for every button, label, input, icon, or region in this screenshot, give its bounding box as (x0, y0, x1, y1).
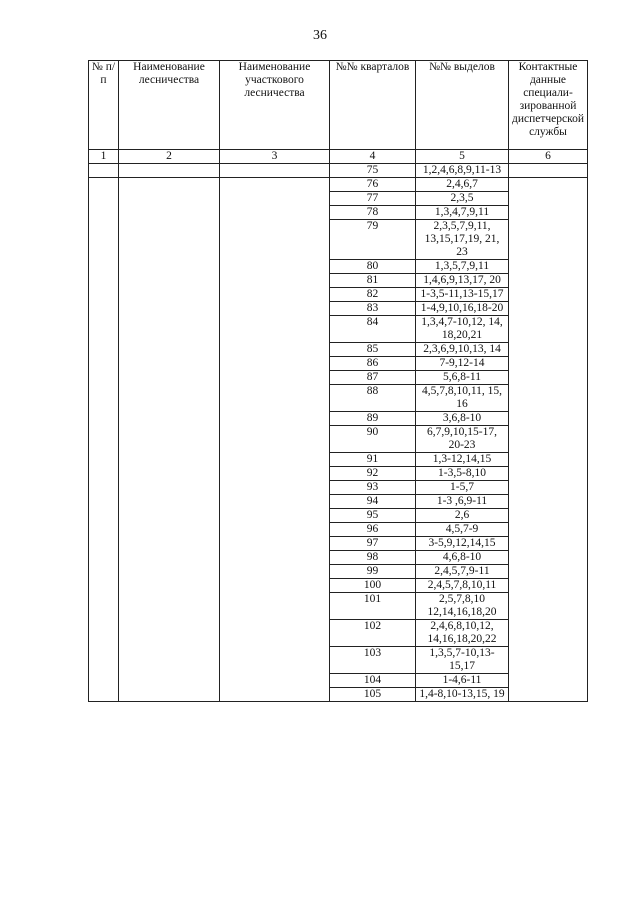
plot-numbers-cell: 2,3,6,9,10,13, 14 (416, 343, 509, 357)
column-number: 2 (119, 150, 220, 164)
quarter-number-cell: 90 (330, 426, 416, 453)
quarter-number-cell: 105 (330, 688, 416, 702)
quarter-number-cell: 88 (330, 385, 416, 412)
plot-numbers-cell: 1,3,5,7-10,13-15,17 (416, 647, 509, 674)
column-number: 3 (220, 150, 330, 164)
quarter-number-cell: 89 (330, 412, 416, 426)
plot-numbers-cell: 1,3,4,7,9,11 (416, 206, 509, 220)
plot-numbers-cell: 1-4,9,10,16,18-20 (416, 302, 509, 316)
quarter-number-cell: 83 (330, 302, 416, 316)
quarter-number-cell: 104 (330, 674, 416, 688)
quarter-number-cell: 92 (330, 467, 416, 481)
plot-numbers-cell: 2,4,5,7,8,10,11 (416, 579, 509, 593)
quarter-number-cell: 102 (330, 620, 416, 647)
plot-numbers-cell: 6,7,9,10,15-17, 20-23 (416, 426, 509, 453)
quarter-number-cell: 100 (330, 579, 416, 593)
quarter-number-cell: 101 (330, 593, 416, 620)
header-quarter-numbers: №№ кварталов (330, 61, 416, 150)
district-forestry-cell (220, 164, 330, 178)
quarter-number-cell: 86 (330, 357, 416, 371)
table-row (89, 178, 588, 192)
plot-numbers-cell: 1,3,5,7,9,11 (416, 260, 509, 274)
header-forestry-name: Наименование лесничества (119, 61, 220, 150)
forestry-cell (119, 164, 220, 178)
plot-numbers-cell: 1-5,7 (416, 481, 509, 495)
dispatch-contacts-cell (509, 178, 588, 702)
plot-numbers-cell: 1,4,6,9,13,17, 20 (416, 274, 509, 288)
table-body (89, 164, 588, 702)
item-number-cell (89, 164, 119, 178)
quarter-number-cell: 99 (330, 565, 416, 579)
quarter-number-cell: 98 (330, 551, 416, 565)
quarter-number-cell: 76 (330, 178, 416, 192)
plot-numbers-cell: 2,6 (416, 509, 509, 523)
quarter-number-cell: 91 (330, 453, 416, 467)
plot-numbers-cell: 3-5,9,12,14,15 (416, 537, 509, 551)
header-item-number: № п/п (89, 61, 119, 150)
quarter-number-cell: 96 (330, 523, 416, 537)
plot-numbers-cell: 3,6,8-10 (416, 412, 509, 426)
plot-numbers-cell: 1,3,4,7-10,12, 14, 18,20,21 (416, 316, 509, 343)
header-row (89, 61, 588, 150)
column-number: 6 (509, 150, 588, 164)
quarter-number-cell: 79 (330, 220, 416, 260)
quarter-number-cell: 85 (330, 343, 416, 357)
quarter-number-cell: 95 (330, 509, 416, 523)
column-number: 4 (330, 150, 416, 164)
quarter-number-cell: 78 (330, 206, 416, 220)
quarter-number-cell: 75 (330, 164, 416, 178)
header-plot-numbers: №№ выделов (416, 61, 509, 150)
forestry-cell (119, 178, 220, 702)
quarter-number-cell: 77 (330, 192, 416, 206)
plot-numbers-cell: 5,6,8-11 (416, 371, 509, 385)
plot-numbers-cell: 4,5,7-9 (416, 523, 509, 537)
plot-numbers-cell: 2,5,7,8,10 12,14,16,18,20 (416, 593, 509, 620)
header-district-forestry-name: Наименование участкового лесничества (220, 61, 330, 150)
quarter-number-cell: 81 (330, 274, 416, 288)
table-row (89, 164, 588, 178)
plot-numbers-cell: 4,5,7,8,10,11, 15, 16 (416, 385, 509, 412)
plot-numbers-cell: 1-3,5-11,13-15,17 (416, 288, 509, 302)
page-number: 36 (313, 28, 327, 43)
plot-numbers-cell: 1-3 ,6,9-11 (416, 495, 509, 509)
plot-numbers-cell: 1,3-12,14,15 (416, 453, 509, 467)
item-number-cell (89, 178, 119, 702)
column-number: 1 (89, 150, 119, 164)
header-dispatch-contacts: Контактные данные специали-зированной диспетчерской службы (509, 61, 588, 150)
plot-numbers-cell: 2,4,5,7,9-11 (416, 565, 509, 579)
forest-plots-table (88, 60, 588, 702)
quarter-number-cell: 87 (330, 371, 416, 385)
plot-numbers-cell: 1-3,5-8,10 (416, 467, 509, 481)
column-number: 5 (416, 150, 509, 164)
quarter-number-cell: 97 (330, 537, 416, 551)
district-forestry-cell (220, 178, 330, 702)
quarter-number-cell: 84 (330, 316, 416, 343)
dispatch-contacts-cell (509, 164, 588, 178)
plot-numbers-cell: 1-4,6-11 (416, 674, 509, 688)
plot-numbers-cell: 1,4-8,10-13,15, 19 (416, 688, 509, 702)
plot-numbers-cell: 4,6,8-10 (416, 551, 509, 565)
quarter-number-cell: 82 (330, 288, 416, 302)
quarter-number-cell: 103 (330, 647, 416, 674)
plot-numbers-cell: 1,2,4,6,8,9,11-13 (416, 164, 509, 178)
column-number-row (89, 150, 588, 164)
plot-numbers-cell: 2,4,6,8,10,12, 14,16,18,20,22 (416, 620, 509, 647)
plot-numbers-cell: 7-9,12-14 (416, 357, 509, 371)
plot-numbers-cell: 2,4,6,7 (416, 178, 509, 192)
quarter-number-cell: 94 (330, 495, 416, 509)
plot-numbers-cell: 2,3,5 (416, 192, 509, 206)
quarter-number-cell: 93 (330, 481, 416, 495)
plot-numbers-cell: 2,3,5,7,9,11, 13,15,17,19, 21, 23 (416, 220, 509, 260)
quarter-number-cell: 80 (330, 260, 416, 274)
